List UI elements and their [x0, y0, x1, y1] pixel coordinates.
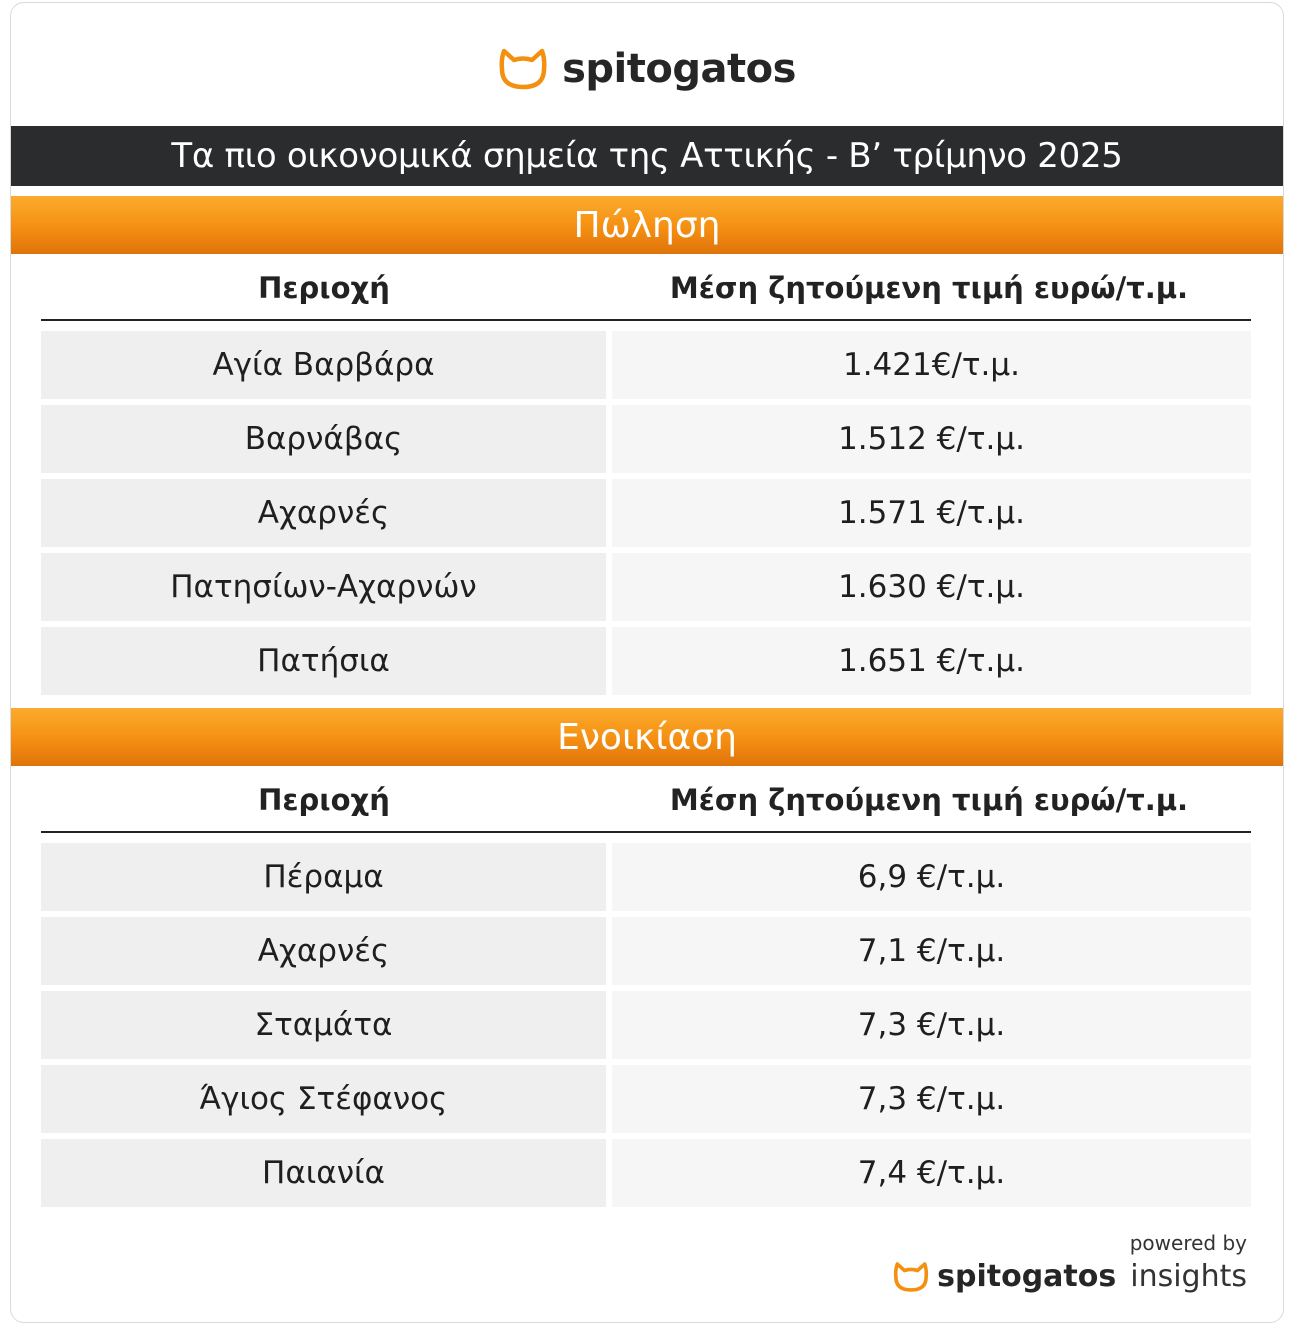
price-cell: 7,3 €/τ.μ. [612, 991, 1251, 1059]
cat-icon [893, 1261, 929, 1293]
table-rent [41, 843, 1251, 1213]
brand-name: spitogatos [562, 46, 796, 92]
area-cell: Σταμάτα [41, 991, 606, 1059]
table-row [41, 553, 1251, 621]
price-cell: 1.512 €/τ.μ. [612, 405, 1251, 473]
price-cell: 7,4 €/τ.μ. [612, 1139, 1251, 1207]
area-cell: Άγιος Στέφανος [41, 1065, 606, 1133]
table-row [41, 405, 1251, 473]
column-header-area: Περιοχή [258, 271, 390, 305]
table-header-sale [41, 257, 1251, 321]
page-title: Τα πιο οικονομικά σημεία της Αττικής - Β’ τρίμηνο 2025 [11, 126, 1283, 186]
table-row [41, 917, 1251, 985]
insights-logo [893, 1259, 1247, 1294]
table-sale [41, 331, 1251, 701]
table-row [41, 991, 1251, 1059]
cat-icon [498, 47, 548, 91]
price-cell: 1.571 €/τ.μ. [612, 479, 1251, 547]
powered-by-text: powered by [1129, 1231, 1247, 1255]
insights-brand-light: insights [1130, 1259, 1247, 1294]
footer-attribution [893, 1231, 1247, 1294]
price-cell: 1.421€/τ.μ. [612, 331, 1251, 399]
section-sale-header: Πώληση [11, 196, 1283, 254]
area-cell: Βαρνάβας [41, 405, 606, 473]
insights-brand-bold: spitogatos [937, 1259, 1117, 1294]
price-cell: 1.630 €/τ.μ. [612, 553, 1251, 621]
price-cell: 6,9 €/τ.μ. [612, 843, 1251, 911]
price-cell: 1.651 €/τ.μ. [612, 627, 1251, 695]
section-rent-header: Ενοικίαση [11, 708, 1283, 766]
table-row [41, 1065, 1251, 1133]
table-row [41, 843, 1251, 911]
area-cell: Αγία Βαρβάρα [41, 331, 606, 399]
area-cell: Αχαρνές [41, 479, 606, 547]
column-header-area: Περιοχή [258, 783, 390, 817]
price-cell: 7,3 €/τ.μ. [612, 1065, 1251, 1133]
area-cell: Πέραμα [41, 843, 606, 911]
table-row [41, 331, 1251, 399]
area-cell: Αχαρνές [41, 917, 606, 985]
area-cell: Πατήσια [41, 627, 606, 695]
area-cell: Πατησίων-Αχαρνών [41, 553, 606, 621]
table-row [41, 1139, 1251, 1207]
brand-logo [11, 41, 1283, 97]
column-header-price: Μέση ζητούμενη τιμή ευρώ/τ.μ. [669, 271, 1189, 305]
area-cell: Παιανία [41, 1139, 606, 1207]
infographic-card [10, 2, 1284, 1323]
column-header-price: Μέση ζητούμενη τιμή ευρώ/τ.μ. [669, 783, 1189, 817]
price-cell: 7,1 €/τ.μ. [612, 917, 1251, 985]
table-row [41, 627, 1251, 695]
table-header-rent [41, 769, 1251, 833]
table-row [41, 479, 1251, 547]
